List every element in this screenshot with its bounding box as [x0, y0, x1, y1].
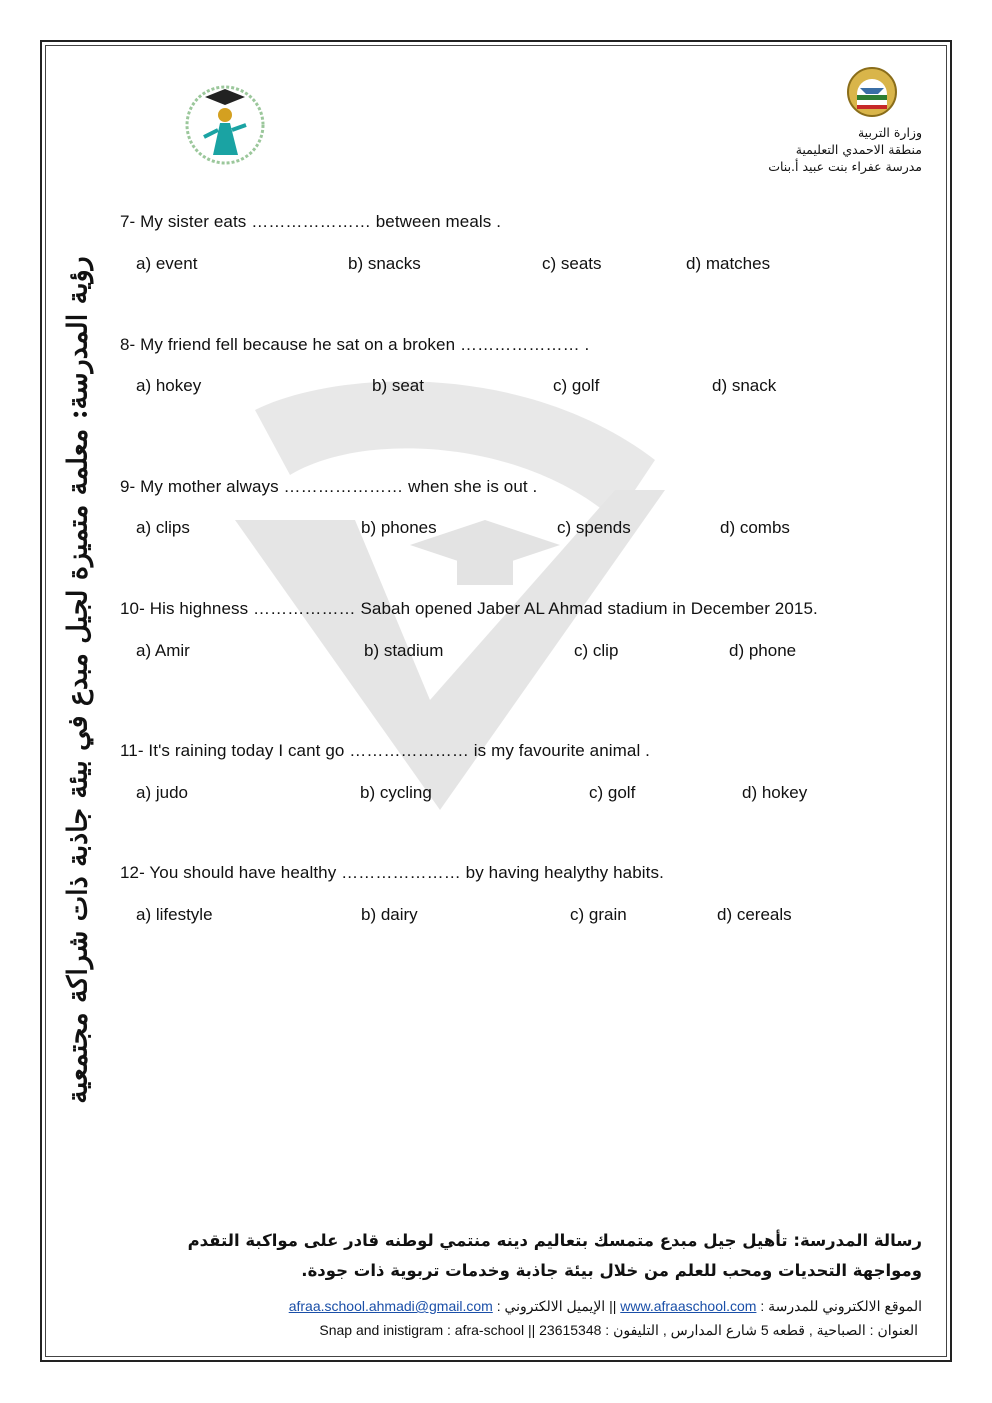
- option-8b: b) seat: [372, 376, 424, 395]
- option-8c: c) golf: [553, 376, 600, 395]
- option-9c: c) spends: [557, 518, 631, 537]
- option-12c: c) grain: [570, 905, 627, 924]
- school-mission: رسالة المدرسة: تأهيل جيل مبدع متمسك بتعاليم دينه منتمي لوطنه قادر على مواكبة التقدم ومواجهة التحديات ومحب للعلم من خلال بيئة جاذبة وخدمات تربوية ذات جودة.: [187, 1231, 922, 1280]
- school-name: مدرسة عفراء بنت عبيد أ.بنات: [768, 159, 922, 174]
- option-7a: a) event: [136, 254, 198, 273]
- option-11b: b) cycling: [360, 783, 432, 802]
- email-label: الإيميل الالكتروني :: [496, 1298, 606, 1314]
- option-9a: a) clips: [136, 518, 190, 537]
- option-10b: b) stadium: [364, 641, 444, 660]
- option-11d: d) hokey: [742, 783, 808, 802]
- option-10d: d) phone: [729, 641, 797, 660]
- footer-contact: [289, 1298, 922, 1315]
- question-8: 8- My friend fell because he sat on a broken ………………… .: [120, 335, 590, 354]
- email-link[interactable]: afraa.school.ahmadi@gmail.com: [288, 1298, 493, 1314]
- ministry-header: [622, 124, 922, 175]
- question-9: 9- My mother always ………………… when she is out .: [120, 477, 538, 496]
- question-10: 10- His highness ……………… Sabah opened Jaber AL Ahmad stadium in December 2015.: [120, 599, 818, 618]
- option-12b: b) dairy: [361, 905, 418, 924]
- kuwait-emblem-icon: [846, 64, 898, 120]
- option-12a: a) lifestyle: [136, 905, 213, 924]
- option-7c: c) seats: [542, 254, 602, 273]
- website-label: الموقع الالكتروني للمدرسة :: [760, 1298, 922, 1314]
- separator: ||: [609, 1298, 617, 1314]
- address-text: العنوان : الصباحية , قطعه 5 شارع المدارس , التليفون : 23615348: [539, 1322, 918, 1338]
- school-vision: [52, 255, 104, 1105]
- vision-text: رؤية المدرسة: معلمة متميزة لجيل مبدع في بيئة جاذبة ذات شراكة مجتمعية: [62, 256, 94, 1104]
- question-11: 11- It's raining today I cant go ………………… is my favourite animal .: [120, 741, 651, 760]
- option-11a: a) judo: [136, 783, 188, 802]
- option-7d: d) matches: [686, 254, 771, 273]
- option-9b: b) phones: [361, 518, 437, 537]
- footer-address: [319, 1322, 918, 1339]
- social-handle: Snap and inistigram : afra-school: [319, 1322, 525, 1338]
- school-logo: [180, 75, 270, 170]
- district-name: منطقة الاحمدي التعليمية: [795, 142, 922, 157]
- option-10a: a) Amir: [136, 641, 190, 660]
- option-8a: a) hokey: [136, 376, 202, 395]
- ministry-name: وزارة التربية: [857, 125, 922, 140]
- question-12: 12- You should have healthy ………………… by having healythy habits.: [120, 863, 664, 882]
- option-11c: c) golf: [589, 783, 636, 802]
- option-7b: b) snacks: [348, 254, 421, 273]
- option-10c: c) clip: [574, 641, 619, 660]
- separator: ||: [527, 1322, 536, 1338]
- website-link[interactable]: www.afraaschool.com: [620, 1298, 757, 1314]
- option-9d: d) combs: [720, 518, 790, 537]
- question-7: 7- My sister eats ………………… between meals .: [120, 212, 502, 231]
- option-12d: d) cereals: [717, 905, 792, 924]
- option-8d: d) snack: [712, 376, 777, 395]
